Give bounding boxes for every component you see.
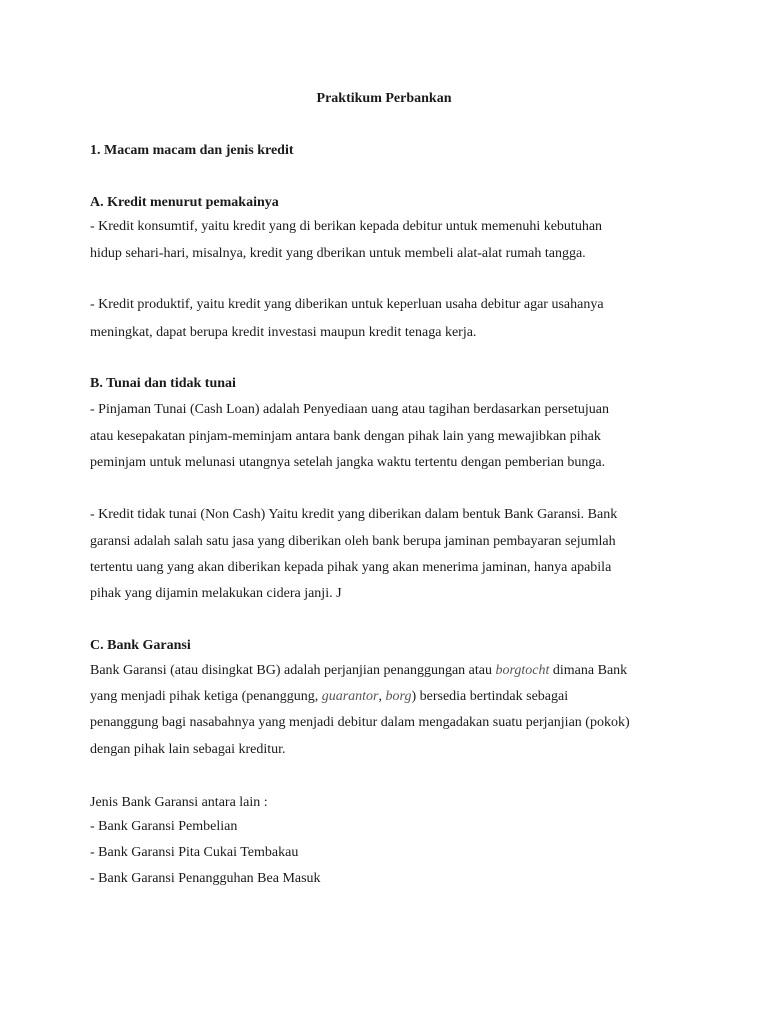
- list-intro: Jenis Bank Garansi antara lain :: [90, 795, 268, 810]
- section-1-heading: 1. Macam macam dan jenis kredit: [90, 143, 294, 158]
- paragraph-line: - Kredit tidak tunai (Non Cash) Yaitu kredit yang diberikan dalam bentuk Bank Garansi. Bank: [90, 507, 618, 522]
- list-item: - Bank Garansi Pembelian: [90, 819, 238, 834]
- text-run: dimana Bank: [549, 663, 628, 678]
- paragraph-line: hidup sehari-hari, misalnya, kredit yang dberikan untuk membeli alat-alat rumah tangga.: [90, 246, 586, 261]
- paragraph-line: atau kesepakatan pinjam-meminjam antara bank dengan pihak lain yang mewajibkan pihak: [90, 429, 601, 444]
- text-run: ,: [378, 689, 386, 704]
- document-title: Praktikum Perbankan: [316, 91, 452, 106]
- section-c-heading: C. Bank Garansi: [90, 638, 191, 653]
- section-b-heading: B. Tunai dan tidak tunai: [90, 376, 236, 391]
- term-borg: borg: [385, 689, 412, 704]
- paragraph-line: meningkat, dapat berupa kredit investasi maupun kredit tenaga kerja.: [90, 325, 477, 340]
- paragraph-line: peminjam untuk melunasi utangnya setelah jangka waktu tertentu dengan pemberian bunga.: [90, 455, 606, 470]
- section-a-heading: A. Kredit menurut pemakainya: [90, 195, 279, 210]
- paragraph-line: pihak yang dijamin melakukan cidera janji. J: [90, 586, 342, 601]
- paragraph-line: - Kredit produktif, yaitu kredit yang diberikan untuk keperluan usaha debitur agar usahanya: [90, 297, 604, 312]
- list-item: - Bank Garansi Pita Cukai Tembakau: [90, 845, 299, 860]
- text-run: ) bersedia bertindak sebagai: [411, 689, 569, 704]
- paragraph-line: garansi adalah salah satu jasa yang diberikan oleh bank berupa jaminan pembayaran sejumlah: [90, 534, 616, 549]
- paragraph-line: [90, 688, 568, 706]
- paragraph-line: penanggung bagi nasabahnya yang menjadi debitur dalam mengadakan suatu perjanjian (pokok): [90, 715, 630, 730]
- paragraph-line: - Pinjaman Tunai (Cash Loan) adalah Penyediaan uang atau tagihan berdasarkan persetujuan: [90, 402, 610, 417]
- term-borgtocht: borgtocht: [495, 663, 550, 678]
- paragraph-line: tertentu uang yang akan diberikan kepada pihak yang akan menerima jaminan, hanya apabila: [90, 560, 612, 575]
- text-run: Bank Garansi (atau disingkat BG) adalah perjanjian penanggungan atau: [90, 663, 496, 678]
- paragraph-line: [90, 662, 627, 680]
- paragraph-line: - Kredit konsumtif, yaitu kredit yang di berikan kepada debitur untuk memenuhi kebutuhan: [90, 219, 603, 234]
- text-run: yang menjadi pihak ketiga (penanggung,: [90, 689, 322, 704]
- term-guarantor: guarantor: [321, 689, 379, 704]
- list-item: - Bank Garansi Penangguhan Bea Masuk: [90, 871, 321, 886]
- paragraph-line: dengan pihak lain sebagai kreditur.: [90, 742, 286, 757]
